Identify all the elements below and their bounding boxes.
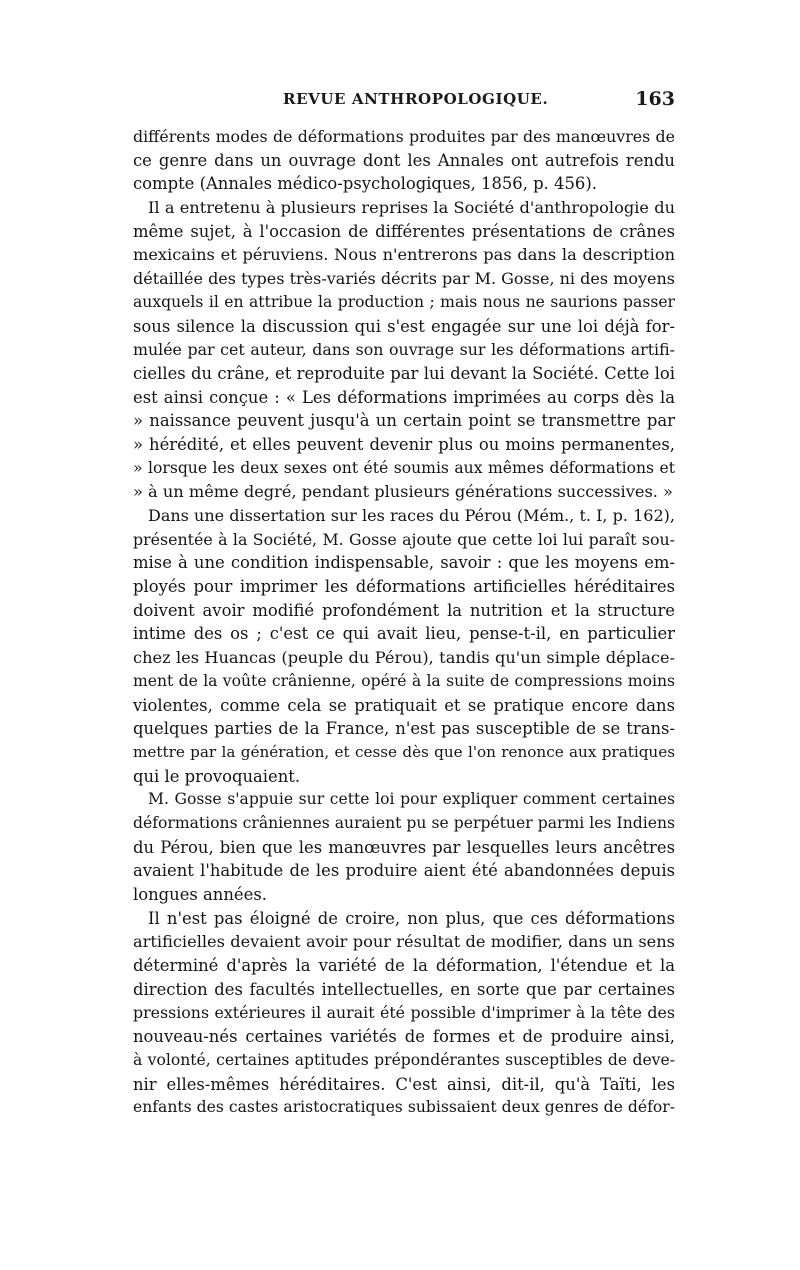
text-line: longues années. [133,885,267,904]
text-line: cielles du crâne, et reproduite par lui devant la Société. Cette loi [133,363,675,383]
text-line: à volonté, certaines aptitudes prépondérantes susceptibles de deve- [133,1050,675,1069]
running-title: REVUE ANTHROPOLOGIQUE. [283,90,549,108]
text-line: Il a entretenu à plusieurs reprises la Société d'anthropologie du [148,198,675,218]
text-line: » lorsque les deux sexes ont été soumis aux mêmes déformations et [133,458,675,477]
text-line: nouveau-nés certaines variétés de formes et de produire ainsi, [133,1027,675,1047]
text-line: M. Gosse s'appuie sur cette loi pour expliquer comment certaines [148,790,675,809]
text-line: ment de la voûte crânienne, opéré à la suite de compressions moins [133,671,675,690]
text-line: doivent avoir modifié profondément la nutrition et la structure [133,600,675,620]
text-line: même sujet, à l'occasion de différentes présentations de crânes [133,221,675,241]
page-number: 163 [635,88,675,110]
text-line: mettre par la génération, et cesse dès que l'on renonce aux pratiques [133,742,675,761]
text-line: artificielles devaient avoir pour résultat de modifier, dans un sens [133,932,675,952]
text-line: chez les Huancas (peuple du Pérou), tandis qu'un simple déplace- [133,648,675,668]
text-line: Il n'est pas éloigné de croire, non plus, que ces déformations [148,908,675,928]
text-line: » hérédité, et elles peuvent devenir plus ou moins permanentes, [133,434,675,454]
text-line: » à un même degré, pendant plusieurs générations successives. » [133,482,673,502]
text-line: du Pérou, bien que les manœuvres par lesquelles leurs ancêtres [133,837,675,857]
text-line: présentée à la Société, M. Gosse ajoute que cette loi lui paraît sou- [133,529,675,549]
text-line: qui le provoquaient. [133,766,301,786]
text-line: ployés pour imprimer les déformations artificielles héréditaires [133,577,675,597]
text-line: quelques parties de la France, n'est pas susceptible de se trans- [133,719,675,739]
text-line: nir elles-mêmes héréditaires. C'est ainsi, dit-il, qu'à Taïti, les [133,1074,675,1094]
text-line: violentes, comme cela se pratiquait et se pratique encore dans [133,695,675,715]
text-line: détaillée des types très-variés décrits par M. Gosse, ni des moyens [133,269,675,289]
text-line: déterminé d'après la variété de la déformation, l'étendue et la [133,956,675,976]
text-line: » naissance peuvent jusqu'à un certain point se transmettre par [133,411,675,431]
running-header [133,90,675,116]
body-text [133,125,675,1120]
text-line: différents modes de déformations produites par des manœuvres de [133,127,675,146]
text-line: est ainsi conçue : « Les déformations imprimées au corps dès la [133,387,675,407]
text-line: intime des os ; c'est ce qui avait lieu, pense-t-il, en particulier [133,624,675,644]
text-line: auxquels il en attribue la production ; mais nous ne saurions passer [133,292,675,311]
text-line: avaient l'habitude de les produire aient été abandonnées depuis [133,861,675,881]
text-line: déformations crâniennes auraient pu se perpétuer parmi les Indiens [133,813,675,832]
text-line: ce genre dans un ouvrage dont les Annales ont autrefois rendu [133,150,675,170]
text-line: pressions extérieures il aurait été possible d'imprimer à la tête des [133,1003,675,1023]
text-line: mexicains et péruviens. Nous n'entrerons pas dans la description [133,245,675,265]
text-line: compte (Annales médico-psychologiques, 1856, p. 456). [133,174,597,194]
text-line: sous silence la discussion qui s'est engagée sur une loi déjà for- [133,316,675,336]
text-line: direction des facultés intellectuelles, en sorte que par certaines [133,979,675,999]
text-line: enfants des castes aristocratiques subissaient deux genres de défor- [133,1098,675,1117]
text-line: mise à une condition indispensable, savoir : que les moyens em- [133,553,675,573]
text-line: Dans une dissertation sur les races du Pérou (Mém., t. I, p. 162), [148,506,675,525]
text-line: mulée par cet auteur, dans son ouvrage sur les déformations artifi- [133,340,675,360]
